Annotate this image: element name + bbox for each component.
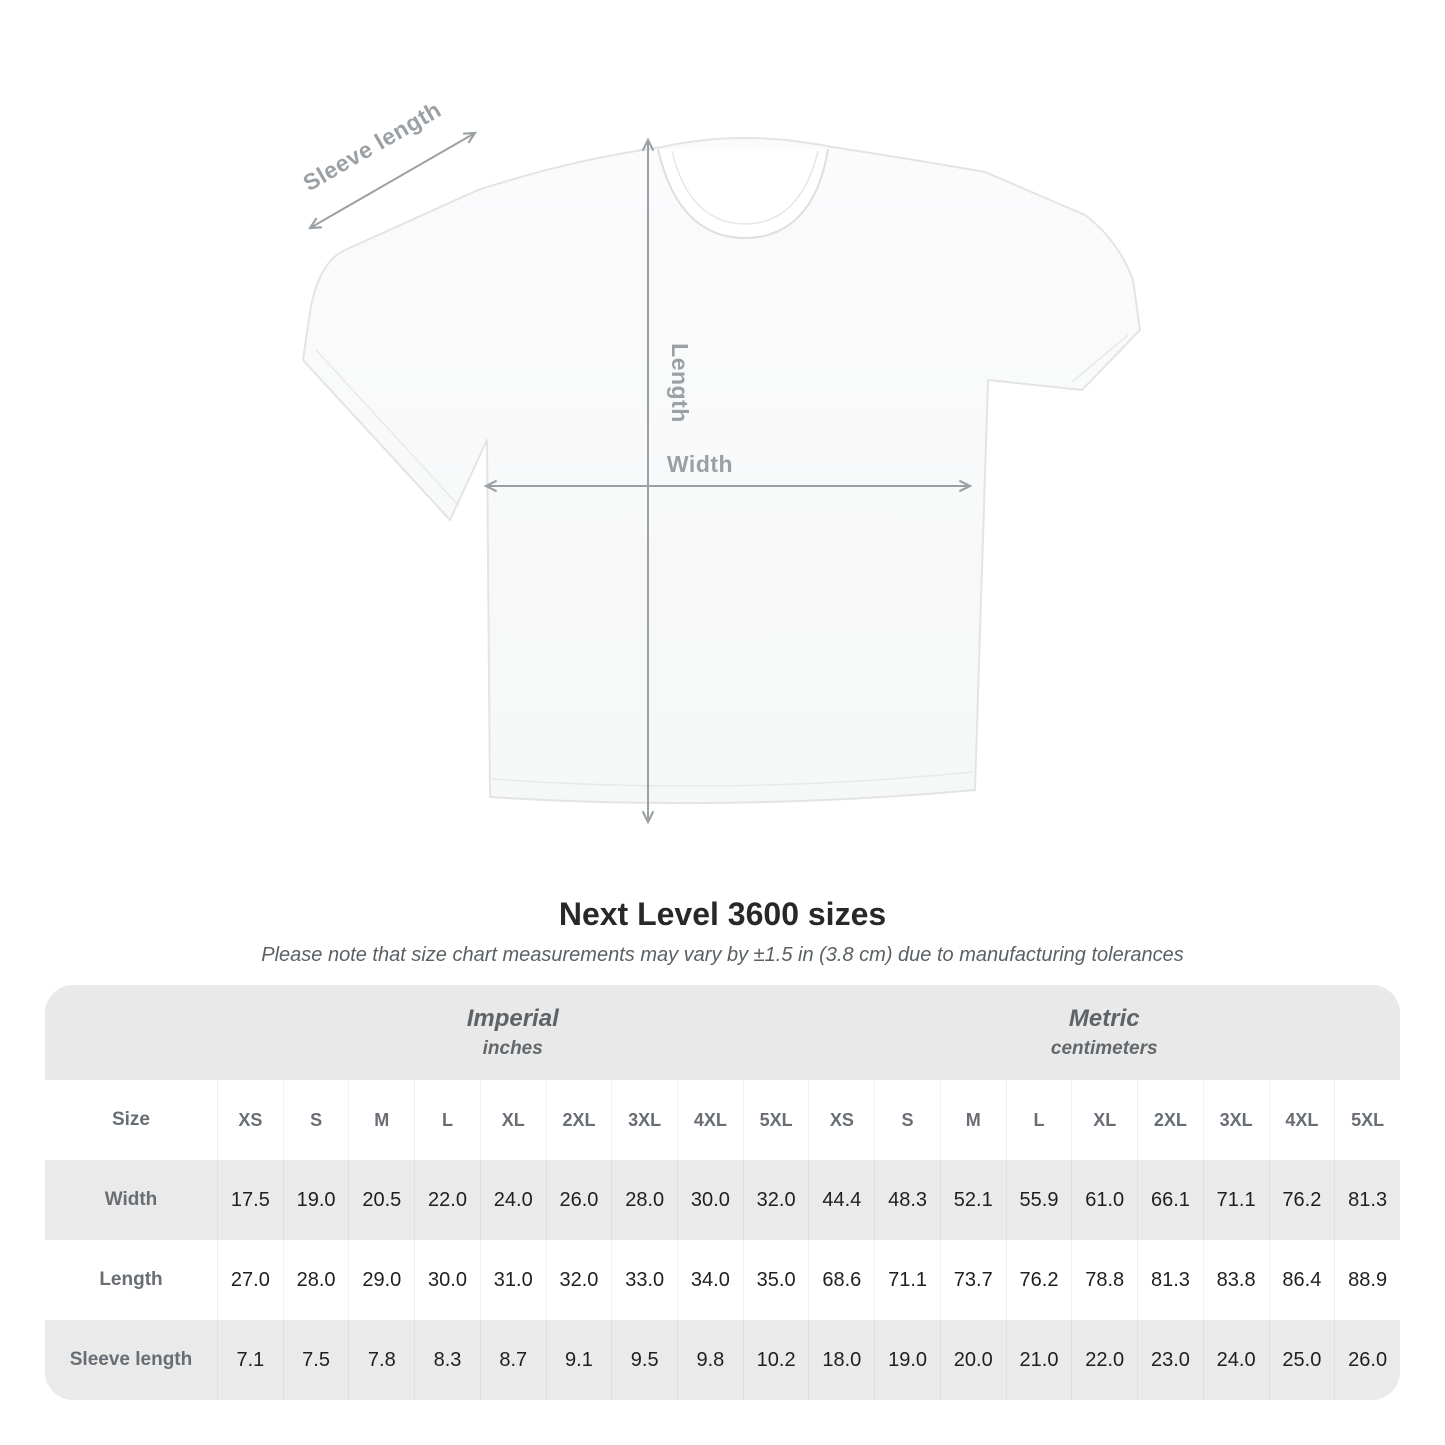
size-header-cell: M bbox=[348, 1080, 414, 1160]
measurement-cell: 31.0 bbox=[480, 1240, 546, 1320]
size-header-cell: L bbox=[414, 1080, 480, 1160]
size-header-cell: 2XL bbox=[1137, 1080, 1203, 1160]
measurement-cell: 29.0 bbox=[348, 1240, 414, 1320]
measurement-cell: 20.5 bbox=[348, 1160, 414, 1240]
measurement-cell: 8.3 bbox=[414, 1320, 480, 1400]
size-header-cell: 4XL bbox=[677, 1080, 743, 1160]
imperial-unit: inches bbox=[482, 1038, 543, 1059]
sleeve-length-label: Sleeve length bbox=[298, 96, 446, 197]
measurement-cell: 25.0 bbox=[1269, 1320, 1335, 1400]
size-header-cell: L bbox=[1006, 1080, 1072, 1160]
length-label: Length bbox=[667, 343, 693, 423]
measurement-cell: 8.7 bbox=[480, 1320, 546, 1400]
measurement-cell: 48.3 bbox=[874, 1160, 940, 1240]
page-title: Next Level 3600 sizes bbox=[558, 896, 887, 932]
size-header-row bbox=[45, 1080, 1400, 1160]
measurement-cell: 26.0 bbox=[546, 1160, 612, 1240]
row-label: Length bbox=[99, 1269, 163, 1290]
unit-group-imperial bbox=[217, 985, 808, 1080]
table-head bbox=[45, 985, 1400, 1160]
metric-unit: centimeters bbox=[1050, 1038, 1158, 1059]
size-header-cell: 3XL bbox=[1203, 1080, 1269, 1160]
measurement-cell: 22.0 bbox=[1071, 1320, 1137, 1400]
measurement-cell: 33.0 bbox=[611, 1240, 677, 1320]
measurement-cell: 71.1 bbox=[1203, 1160, 1269, 1240]
measurement-cell: 21.0 bbox=[1006, 1320, 1072, 1400]
measurement-cell: 30.0 bbox=[414, 1240, 480, 1320]
measurement-cell: 68.6 bbox=[808, 1240, 874, 1320]
size-header-cell: 5XL bbox=[743, 1080, 809, 1160]
measurement-cell: 24.0 bbox=[480, 1160, 546, 1240]
measurement-cell: 44.4 bbox=[808, 1160, 874, 1240]
measurement-cell: 19.0 bbox=[874, 1320, 940, 1400]
measurement-cell: 7.1 bbox=[217, 1320, 283, 1400]
measurement-row bbox=[45, 1320, 1400, 1400]
measurement-cell: 19.0 bbox=[283, 1160, 349, 1240]
measurement-cell: 88.9 bbox=[1334, 1240, 1400, 1320]
unit-band-row bbox=[45, 985, 1400, 1080]
measurement-cell: 9.8 bbox=[677, 1320, 743, 1400]
unit-group-metric bbox=[808, 985, 1400, 1080]
measurement-cell: 23.0 bbox=[1137, 1320, 1203, 1400]
size-header-cell: S bbox=[283, 1080, 349, 1160]
size-corner-label: Size bbox=[111, 1109, 151, 1130]
measurement-cell: 61.0 bbox=[1071, 1160, 1137, 1240]
table-body bbox=[45, 1160, 1400, 1400]
row-label: Sleeve length bbox=[69, 1349, 193, 1370]
band-corner bbox=[45, 985, 217, 1080]
measurement-cell: 71.1 bbox=[874, 1240, 940, 1320]
measurement-cell: 32.0 bbox=[743, 1160, 809, 1240]
measurement-cell: 81.3 bbox=[1137, 1240, 1203, 1320]
size-header-cell: XL bbox=[1071, 1080, 1137, 1160]
measurement-cell: 73.7 bbox=[940, 1240, 1006, 1320]
measurement-cell: 32.0 bbox=[546, 1240, 612, 1320]
size-header-cell: S bbox=[874, 1080, 940, 1160]
size-header-cell: 3XL bbox=[611, 1080, 677, 1160]
measurement-cell: 66.1 bbox=[1137, 1160, 1203, 1240]
size-header-cell: XS bbox=[217, 1080, 283, 1160]
measurement-cell: 7.5 bbox=[283, 1320, 349, 1400]
measurement-cell: 55.9 bbox=[1006, 1160, 1072, 1240]
measurement-cell: 76.2 bbox=[1269, 1160, 1335, 1240]
width-label: Width bbox=[666, 451, 734, 477]
measurement-cell: 81.3 bbox=[1334, 1160, 1400, 1240]
size-header-cell: 4XL bbox=[1269, 1080, 1335, 1160]
measurement-cell: 10.2 bbox=[743, 1320, 809, 1400]
measurement-cell: 20.0 bbox=[940, 1320, 1006, 1400]
size-header-cell: XS bbox=[808, 1080, 874, 1160]
measurement-cell: 24.0 bbox=[1203, 1320, 1269, 1400]
imperial-label: Imperial bbox=[466, 1005, 559, 1032]
measurement-cell: 22.0 bbox=[414, 1160, 480, 1240]
measurement-cell: 78.8 bbox=[1071, 1240, 1137, 1320]
measurement-cell: 9.5 bbox=[611, 1320, 677, 1400]
size-header-cell: 2XL bbox=[546, 1080, 612, 1160]
size-table bbox=[45, 985, 1400, 1400]
size-header-cell: XL bbox=[480, 1080, 546, 1160]
measurement-cell: 86.4 bbox=[1269, 1240, 1335, 1320]
measurement-cell: 17.5 bbox=[217, 1160, 283, 1240]
measurement-cell: 83.8 bbox=[1203, 1240, 1269, 1320]
measurement-cell: 28.0 bbox=[283, 1240, 349, 1320]
measurement-cell: 28.0 bbox=[611, 1160, 677, 1240]
measurement-cell: 26.0 bbox=[1334, 1320, 1400, 1400]
measurement-cell: 52.1 bbox=[940, 1160, 1006, 1240]
measurement-cell: 76.2 bbox=[1006, 1240, 1072, 1320]
measurement-cell: 34.0 bbox=[677, 1240, 743, 1320]
measurement-cell: 7.8 bbox=[348, 1320, 414, 1400]
measurement-cell: 9.1 bbox=[546, 1320, 612, 1400]
measurement-cell: 18.0 bbox=[808, 1320, 874, 1400]
row-label: Width bbox=[104, 1189, 158, 1210]
size-header-cell: 5XL bbox=[1334, 1080, 1400, 1160]
tolerance-note: Please note that size chart measurements may vary by ±1.5 in (3.8 cm) due to manufacturing tolerances bbox=[261, 944, 1184, 966]
measurement-cell: 27.0 bbox=[217, 1240, 283, 1320]
metric-label: Metric bbox=[1068, 1005, 1140, 1032]
size-header-cell: M bbox=[940, 1080, 1006, 1160]
measurement-row bbox=[45, 1240, 1400, 1320]
measurement-row bbox=[45, 1160, 1400, 1240]
measurement-cell: 35.0 bbox=[743, 1240, 809, 1320]
measurement-cell: 30.0 bbox=[677, 1160, 743, 1240]
